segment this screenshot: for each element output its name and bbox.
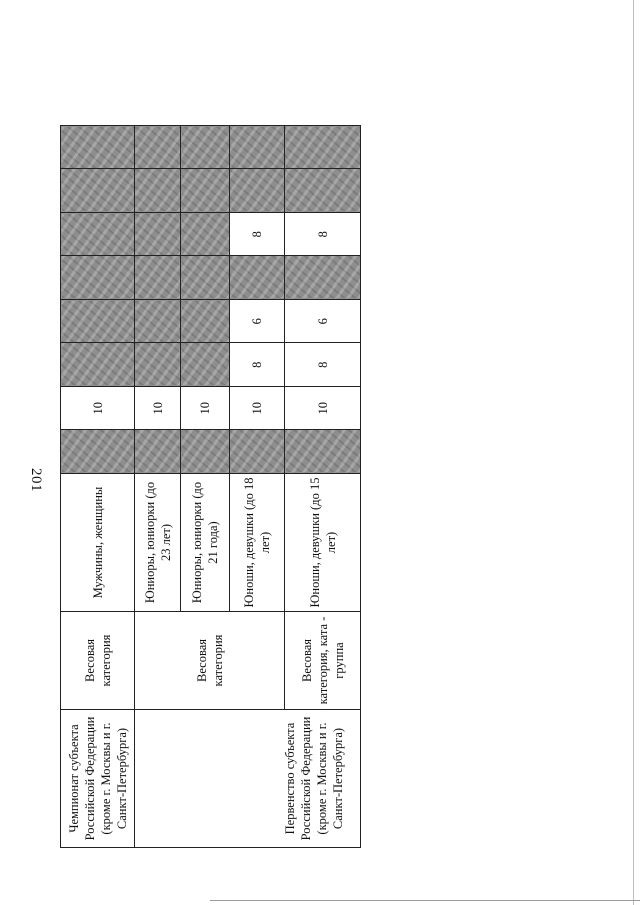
value-cell <box>61 126 135 170</box>
table-row <box>135 126 181 848</box>
discipline-cell: Весовая категория, ката - группа <box>285 612 361 710</box>
value-cell <box>285 430 361 474</box>
value-cell: 6 <box>230 300 285 344</box>
value-cell: 8 <box>230 213 285 257</box>
value-cell <box>230 430 285 474</box>
value-cell <box>285 169 361 213</box>
value-cell <box>135 169 181 213</box>
value-cell <box>181 213 230 257</box>
value-cell <box>61 300 135 344</box>
value-cell <box>135 213 181 257</box>
value-cell <box>61 430 135 474</box>
competition-table <box>60 125 361 848</box>
value-cell: 10 <box>285 387 361 431</box>
value-cell: 8 <box>285 343 361 387</box>
rotated-table-container <box>60 126 360 848</box>
value-cell: 8 <box>230 343 285 387</box>
value-cell <box>181 343 230 387</box>
table-row <box>61 126 135 848</box>
value-cell <box>135 343 181 387</box>
page-number: 201 <box>28 468 44 492</box>
age-group-cell: Юниоры, юниорки (до 23 лет) <box>135 474 181 612</box>
age-group-cell: Юноши, девушки (до 18 лет) <box>230 474 285 612</box>
value-cell <box>285 126 361 170</box>
value-cell <box>230 256 285 300</box>
competition-type-cell: Чемпионат субъекта Российской Федерации (кроме г. Москвы и г. Санкт-Петербурга) <box>61 710 135 848</box>
value-cell <box>135 430 181 474</box>
value-cell <box>230 169 285 213</box>
discipline-cell: Весовая категория <box>135 612 285 710</box>
age-group-cell: Мужчины, женщины <box>61 474 135 612</box>
age-group-cell: Юниоры, юниорки (до 21 года) <box>181 474 230 612</box>
value-cell <box>61 256 135 300</box>
discipline-cell: Весовая категория <box>61 612 135 710</box>
value-cell <box>181 430 230 474</box>
value-cell: 8 <box>285 213 361 257</box>
value-cell <box>230 126 285 170</box>
scan-edge <box>210 900 640 901</box>
scan-edge <box>633 0 634 905</box>
value-cell: 10 <box>181 387 230 431</box>
value-cell: 6 <box>285 300 361 344</box>
value-cell <box>61 169 135 213</box>
value-cell <box>61 343 135 387</box>
value-cell: 10 <box>135 387 181 431</box>
value-cell <box>181 256 230 300</box>
value-cell: 10 <box>61 387 135 431</box>
value-cell <box>181 300 230 344</box>
competition-type-cell: Первенство субъекта Российской Федерации (кроме г. Москвы и г. Санкт-Петербурга) <box>135 710 361 848</box>
value-cell <box>61 213 135 257</box>
age-group-cell: Юноши, девушки (до 15 лет) <box>285 474 361 612</box>
value-cell <box>285 256 361 300</box>
value-cell <box>135 300 181 344</box>
value-cell: 10 <box>230 387 285 431</box>
value-cell <box>181 169 230 213</box>
value-cell <box>181 126 230 170</box>
value-cell <box>135 126 181 170</box>
value-cell <box>135 256 181 300</box>
